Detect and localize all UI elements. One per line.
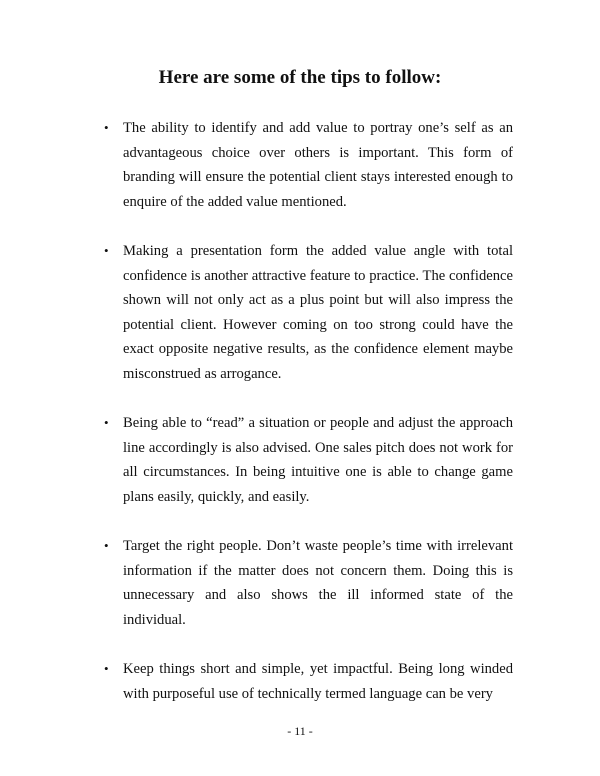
bullet-icon: • [104, 120, 109, 135]
list-item [104, 411, 513, 509]
bullet-icon: • [104, 661, 109, 677]
tip-text: Keep things short and simple, yet impactful. Being long winded with purposeful use of technically termed language can be very [123, 661, 513, 702]
section-heading: Here are some of the tips to follow: [158, 67, 442, 88]
list-item [104, 534, 513, 632]
tips-list [104, 116, 513, 731]
tip-text: Being able to “read” a situation or people and adjust the approach line accordingly is also advised. One sales pitch does not work for all circumstances. In being intuitive one is able to change game plans easily, quickly, and easily. [123, 415, 513, 505]
list-item [104, 657, 513, 706]
list-item [104, 239, 513, 387]
list-item [104, 116, 513, 214]
bullet-icon: • [104, 415, 109, 431]
tip-text: The ability to identify and add value to portray one’s self as an advantageous choice over others is important. This form of branding will ensure the potential client stays interested enough to enquire of the added value mentioned. [123, 120, 513, 210]
page-number: - 11 - [287, 724, 313, 738]
bullet-icon: • [104, 242, 109, 258]
bullet-icon: • [104, 538, 109, 554]
tip-text: Target the right people. Don’t waste people’s time with irrelevant information if the matter does not concern them. Doing this is unnecessary and also shows the ill informed state of the individual. [123, 538, 513, 628]
tip-text: Making a presentation form the added value angle with total confidence is another attractive feature to practice. The confidence shown will not only act as a plus point but will also impress the potential client. However coming on too strong could have the exact opposite negative results, as the confidence element maybe misconstrued as arrogance. [123, 242, 513, 382]
